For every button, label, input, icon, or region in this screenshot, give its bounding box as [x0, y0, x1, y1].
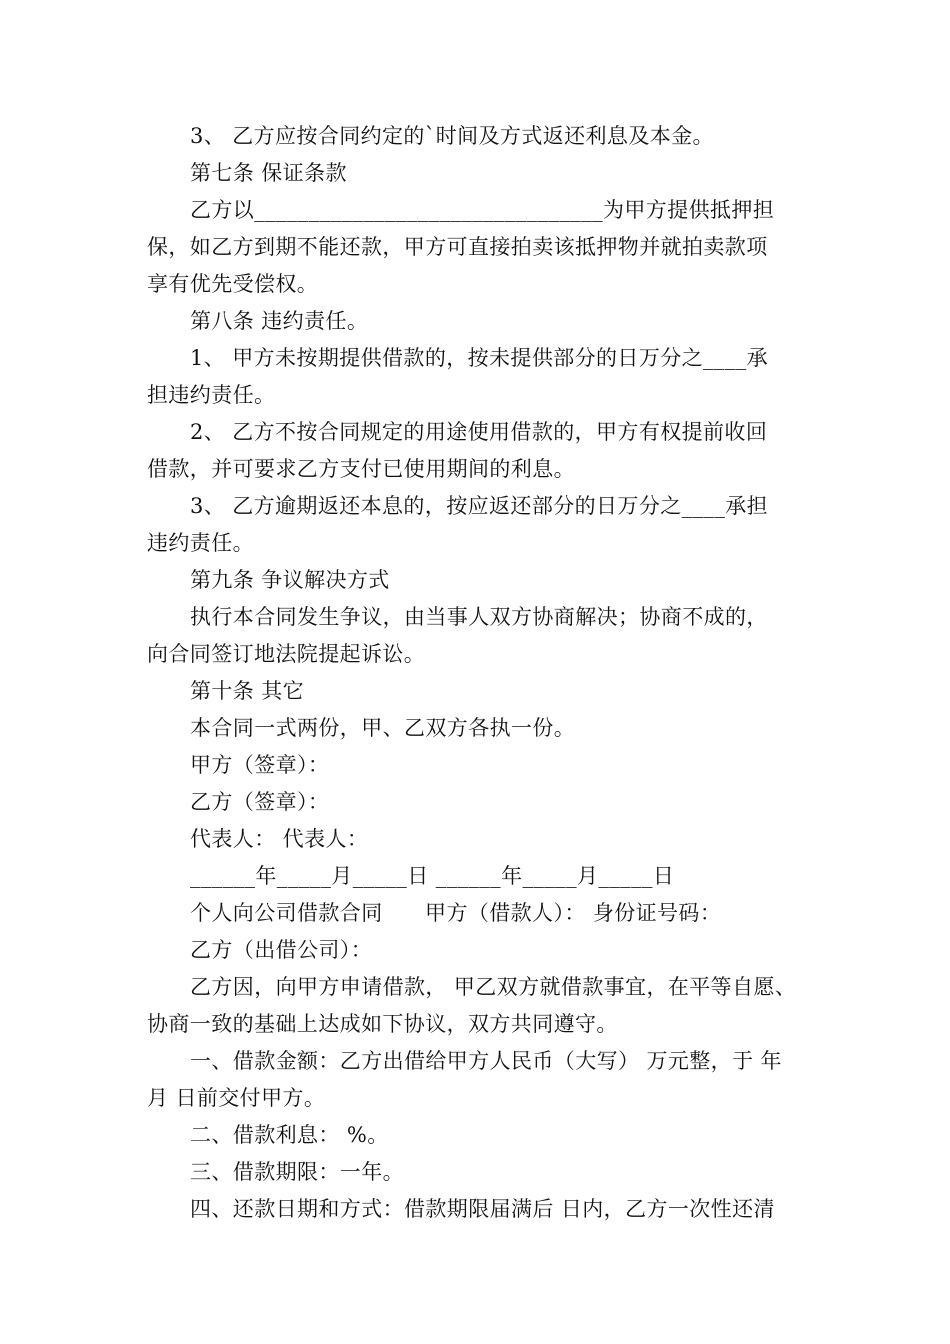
text-line: 保，如乙方到期不能还款，甲方可直接拍卖该抵押物并就拍卖款项	[147, 235, 768, 259]
text-line: 3、 乙方应按合同约定的`时间及方式返还利息及本金。	[190, 124, 714, 148]
text-line: 2、 乙方不按合同规定的用途使用借款的，甲方有权提前收回	[190, 420, 768, 444]
signature-line: 甲方（签章）：	[190, 753, 330, 777]
section-heading: 第八条 违约责任。	[190, 309, 369, 333]
document-title-line: 个人向公司借款合同 甲方（借款人）： 身份证号码：	[190, 901, 722, 925]
text-line: 1、 甲方未按期提供借款的，按未提供部分的日万分之____承	[190, 346, 769, 370]
text-line: 一、借款金额：乙方出借给甲方人民币（大写） 万元整，于 年	[190, 1049, 782, 1073]
text-line: 违约责任。	[147, 531, 254, 555]
text-line: 乙方（出借公司）：	[190, 938, 373, 962]
text-line: 享有优先受偿权。	[147, 272, 319, 296]
text-line: 四、还款日期和方式：借款期限届满后 日内，乙方一次性还清	[190, 1197, 775, 1221]
text-line: 3、 乙方逾期返还本息的，按应返还部分的日万分之____承担	[190, 494, 769, 518]
text-line: 协商一致的基础上达成如下协议，双方共同遵守。	[147, 1012, 618, 1036]
signature-line: 乙方（签章）：	[190, 790, 330, 814]
section-heading: 第十条 其它	[190, 679, 305, 703]
text-line: 本合同一式两份，甲、乙双方各执一份。	[190, 716, 576, 740]
date-line: ______年_____月_____日 ______年_____月_____日	[190, 864, 675, 888]
text-line: 二、借款利息： %。	[190, 1123, 389, 1147]
text-line: 向合同签订地法院提起诉讼。	[147, 642, 426, 666]
text-line: 乙方因，向甲方申请借款， 甲乙双方就借款事宜，在平等自愿、	[190, 975, 797, 999]
text-line: 借款，并可要求乙方支付已使用期间的利息。	[147, 457, 575, 481]
text-line: 担违约责任。	[147, 383, 276, 407]
signature-line: 代表人： 代表人：	[190, 827, 369, 851]
section-heading: 第九条 争议解决方式	[190, 568, 390, 592]
text-line: 月 日前交付甲方。	[147, 1086, 326, 1110]
text-line: 三、借款期限：一年。	[190, 1160, 404, 1184]
text-line: 执行本合同发生争议，由当事人双方协商解决；协商不成的，	[190, 605, 768, 629]
text-line: 乙方以________________________________为甲方提供抵押担	[190, 198, 775, 222]
section-heading: 第七条 保证条款	[190, 161, 347, 185]
